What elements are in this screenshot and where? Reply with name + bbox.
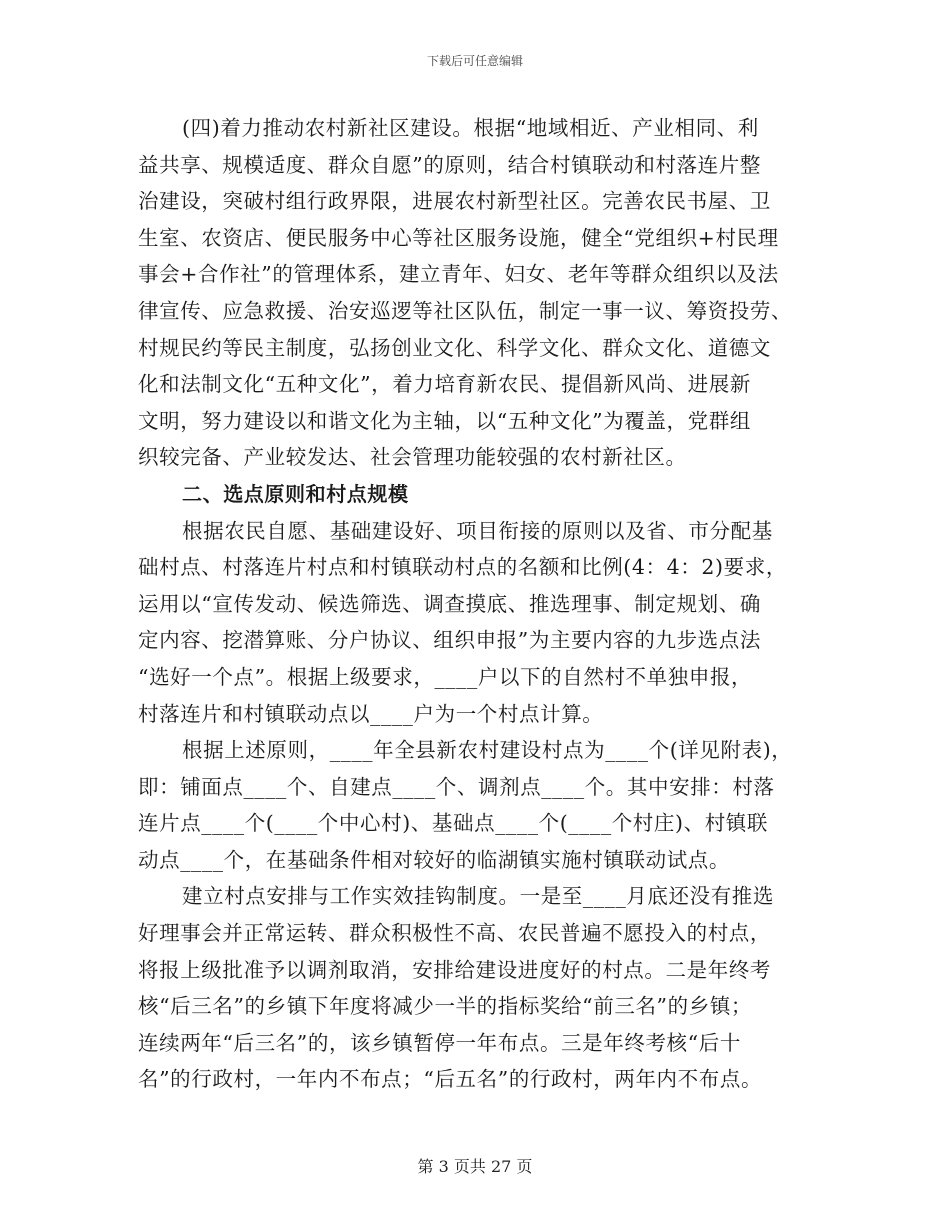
- page-header: 下载后可任意编辑: [426, 54, 523, 68]
- paragraph-line: 治建设，突破村组行政界限，进展农村新型社区。完善农民书屋、卫: [138, 189, 771, 214]
- paragraph-line: (四)着力推动农村新社区建设。根据“地域相近、产业相同、利: [182, 116, 759, 140]
- page-footer: 第 3 页共 27 页: [417, 1157, 533, 1176]
- paragraph-line: 村落连片和村镇联动点以____户为一个村点计算。: [138, 701, 604, 726]
- paragraph-line: 连片点____个(____个中心村)、基础点____个(____个村庄)、村镇联: [138, 811, 768, 836]
- paragraph-line: 益共享、规模适度、群众自愿”的原则，结合村镇联动和村落连片整: [138, 152, 761, 177]
- paragraph-line: “选好一个点”。根据上级要求，____户以下的自然村不单独申报，: [138, 664, 753, 689]
- section-heading: 二、选点原则和村点规模: [182, 481, 409, 506]
- paragraph-line: 好理事会并正常运转、群众积极性不高、农民普遍不愿投入的村点，: [138, 921, 771, 946]
- paragraph-line: 即：铺面点____个、自建点____个、调剂点____个。其中安排：村落: [138, 774, 775, 799]
- document-body: [138, 110, 798, 1098]
- paragraph-line: 建立村点安排与工作实效挂钩制度。一是至____月底还没有推选: [182, 884, 774, 909]
- paragraph-line: 连续两年“后三名”的，该乡镇暂停一年布点。三是年终考核“后十: [138, 1030, 741, 1055]
- paragraph-line: 生室、农资店、便民服务中心等社区服务设施，健全“党组织+村民理: [138, 225, 779, 250]
- paragraph-line: 事会+合作社”的管理体系，建立青年、妇女、老年等群众组织以及法: [138, 262, 779, 287]
- paragraph-line: 根据农民自愿、基础建设好、项目衔接的原则以及省、市分配基: [182, 518, 773, 543]
- paragraph-line: 村规民约等民主制度，弘扬创业文化、科学文化、群众文化、道德文: [138, 335, 771, 360]
- paragraph-line: 础村点、村落连片村点和村镇联动村点的名额和比例(4：4：2)要求，: [138, 555, 787, 580]
- paragraph-line: 核“后三名”的乡镇下年度将减少一半的指标奖给“前三名”的乡镇；: [138, 994, 753, 1019]
- paragraph-line: 织较完备、产业较发达、社会管理功能较强的农村新社区。: [138, 445, 687, 470]
- paragraph-line: 名”的行政村，一年内不布点；“后五名”的行政村，两年内不布点。: [138, 1067, 763, 1092]
- paragraph-line: 化和法制文化“五种文化”，着力培育新农民、提倡新风尚、进展新: [138, 372, 751, 397]
- paragraph-line: 定内容、挖潜算账、分户协议、组织申报”为主要内容的九步选点法: [138, 628, 761, 653]
- paragraph-line: 将报上级批准予以调剂取消，安排给建设进度好的村点。二是年终考: [138, 957, 771, 982]
- paragraph-line: 根据上述原则，____年全县新农村建设村点为____个(详见附表)，: [182, 738, 793, 763]
- paragraph-line: 律宣传、应急救援、治安巡逻等社区队伍，制定一事一议、筹资投劳、: [138, 298, 793, 323]
- paragraph-line: 运用以“宣传发动、候选筛选、调查摸底、推选理事、制定规划、确: [138, 591, 761, 616]
- paragraph-line: 文明，努力建设以和谐文化为主轴，以“五种文化”为覆盖，党群组: [138, 408, 751, 433]
- paragraph-line: 动点____个，在基础条件相对较好的临湖镇实施村镇联动试点。: [138, 847, 730, 872]
